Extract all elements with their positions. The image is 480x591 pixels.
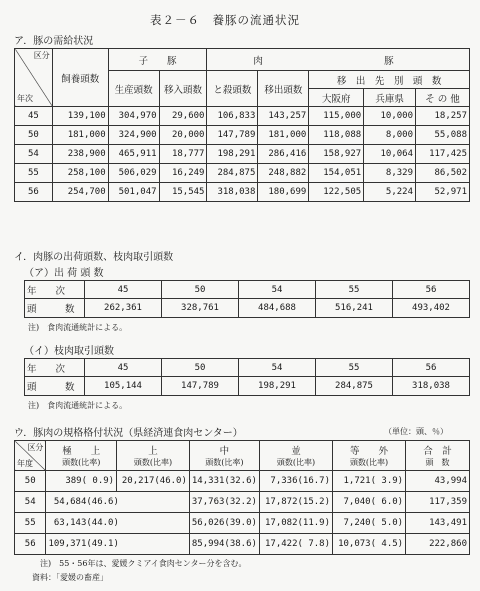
col-header-grade: 並 頭数(比率) [259,441,332,471]
cell: 118,088 [309,126,364,145]
cell: 86,502 [416,164,470,183]
cell: 147,789 [207,126,258,145]
cell: 7,240( 5.0) [333,513,406,534]
col-header-grade: 上 頭数(比率) [117,441,190,471]
label-year: 年 次 [25,281,85,299]
value-cell: 105,144 [85,377,162,396]
row-year: 56 [15,534,46,555]
row-year: 55 [15,513,46,534]
group-meat: 肉 [207,49,309,71]
value-cell: 198,291 [239,377,316,396]
cell: 43,994 [406,471,470,492]
cell: 158,927 [309,145,364,164]
cell: 324,900 [108,126,159,145]
cell: 55,088 [416,126,470,145]
table-row [15,107,470,126]
cell: 222,860 [406,534,470,555]
year-cell: 45 [85,359,162,377]
value-cell: 516,241 [316,299,393,318]
table-row [15,183,470,202]
grading-table [14,440,470,555]
cell: 18,257 [416,107,470,126]
section-u-heading: ウ．豚肉の規格格付状況（県経済連食肉センター） [14,428,243,439]
year-cell: 56 [393,281,470,299]
col-hyogo: 兵庫県 [364,89,416,107]
row-year: 54 [15,145,53,164]
cell: 143,491 [406,513,470,534]
cell: 56,026(39.0) [189,513,259,534]
cell: 18,777 [159,145,207,164]
cell: 10,073( 4.5) [333,534,406,555]
cell: 17,082(11.9) [259,513,332,534]
cell: 15,545 [159,183,207,202]
row-year: 55 [15,164,53,183]
cell: 10,064 [364,145,416,164]
cell: 20,000 [159,126,207,145]
year-cell: 45 [85,281,162,299]
value-cell: 328,761 [162,299,239,318]
year-cell: 56 [393,359,470,377]
col-osaka: 大阪府 [309,89,364,107]
col-produced: 生産頭数 [108,71,159,107]
section-a-heading: ア．豚の需給状況 [14,36,94,47]
cell: 248,882 [258,164,309,183]
table-row [15,164,470,183]
cell: 198,291 [207,145,258,164]
year-cell: 55 [316,359,393,377]
col-shipped: 移出頭数 [258,71,309,107]
carcass-table [24,358,470,396]
cell: 181,000 [52,126,108,145]
shipment-note: 注) 食肉流通統計による。 [28,323,128,332]
cell: 139,100 [52,107,108,126]
cell: 506,029 [108,164,159,183]
cell: 122,505 [309,183,364,202]
grading-note: 注) 55・56年は、愛媛クミアイ食肉センター分を含む。 [40,559,247,568]
cell: 501,047 [108,183,159,202]
row-year: 50 [15,471,46,492]
corner-label-category: 区分 [33,51,50,60]
cell-merged: 54,684(46.6) [46,492,189,513]
value-cell: 318,038 [393,377,470,396]
cell: 17,422( 7.8) [259,534,332,555]
corner-cell [15,441,46,471]
carcass-heading: （イ）枝肉取引頭数 [24,346,114,357]
carcass-note: 注) 食肉流通統計による。 [28,401,128,410]
cell: 254,700 [52,183,108,202]
col-raising: 飼養頭数 [52,49,108,107]
cell: 17,872(15.2) [259,492,332,513]
cell: 389( 0.9) [46,471,117,492]
cell-merged: 63,143(44.0) [46,513,189,534]
source-note: 資料：「愛媛の畜産」 [32,573,108,582]
cell: 20,217(46.0) [117,471,190,492]
group-piglet: 子 豚 [108,49,207,71]
table-row [15,145,470,164]
value-cell: 484,688 [239,299,316,318]
cell: 286,416 [258,145,309,164]
cell: 106,833 [207,107,258,126]
cell: 8,000 [364,126,416,145]
col-header-grade: 中 頭数(比率) [189,441,259,471]
value-cell: 493,402 [393,299,470,318]
table-row [15,534,470,555]
table-row [15,492,470,513]
cell: 14,331(32.6) [189,471,259,492]
cell: 238,900 [52,145,108,164]
corner-cell [15,49,53,107]
col-header-total: 合 計 頭 数 [406,441,470,471]
cell: 10,000 [364,107,416,126]
row-year: 56 [15,183,53,202]
col-other: そ の 他 [416,89,470,107]
cell: 8,329 [364,164,416,183]
cell: 7,040( 6.0) [333,492,406,513]
cell: 180,699 [258,183,309,202]
col-imported: 移入頭数 [159,71,207,107]
cell: 29,600 [159,107,207,126]
cell: 16,249 [159,164,207,183]
cell: 7,336(16.7) [259,471,332,492]
cell: 181,000 [258,126,309,145]
cell: 284,875 [207,164,258,183]
cell: 258,100 [52,164,108,183]
table-row [15,513,470,534]
col-destination: 移 出 先 別 頭 数 [309,71,470,89]
corner-label-year: 年次 [17,94,33,103]
year-cell: 50 [162,359,239,377]
col-slaughter: と殺頭数 [207,71,258,107]
col-header-grade: 等 外 頭数(比率) [333,441,406,471]
year-cell: 54 [239,281,316,299]
shipment-heading: （ア）出 荷 頭 数 [24,268,104,279]
cell: 117,425 [416,145,470,164]
cell: 117,359 [406,492,470,513]
cell: 304,970 [108,107,159,126]
cell-merged: 109,371(49.1) [46,534,189,555]
corner-label-year: 年度 [17,459,33,468]
row-year: 50 [15,126,53,145]
table-row [15,126,470,145]
unit-label: （単位：頭、％） [384,427,448,436]
section-i-heading: イ．肉豚の出荷頭数、枝肉取引頭数 [14,252,174,263]
page-title: 表２－６ 養豚の流通状況 [150,13,300,27]
cell: 115,000 [309,107,364,126]
cell: 1,721( 3.9) [333,471,406,492]
group-pig: 豚 [309,49,470,71]
row-year: 45 [15,107,53,126]
table-row [15,471,470,492]
cell: 154,051 [309,164,364,183]
supply-demand-table [14,48,470,202]
cell: 85,994(38.6) [189,534,259,555]
cell: 52,971 [416,183,470,202]
label-count: 頭 数 [25,299,85,318]
value-cell: 147,789 [162,377,239,396]
shipment-table [24,280,470,318]
cell: 5,224 [364,183,416,202]
row-year: 54 [15,492,46,513]
cell: 37,763(32.2) [189,492,259,513]
cell: 318,038 [207,183,258,202]
label-year: 年 次 [25,359,85,377]
col-header-grade: 極 上 頭数(比率) [46,441,117,471]
value-cell: 284,875 [316,377,393,396]
label-count: 頭 数 [25,377,85,396]
year-cell: 55 [316,281,393,299]
year-cell: 54 [239,359,316,377]
corner-label-category: 区分 [27,443,44,452]
cell: 465,911 [108,145,159,164]
value-cell: 262,361 [85,299,162,318]
cell: 143,257 [258,107,309,126]
year-cell: 50 [162,281,239,299]
